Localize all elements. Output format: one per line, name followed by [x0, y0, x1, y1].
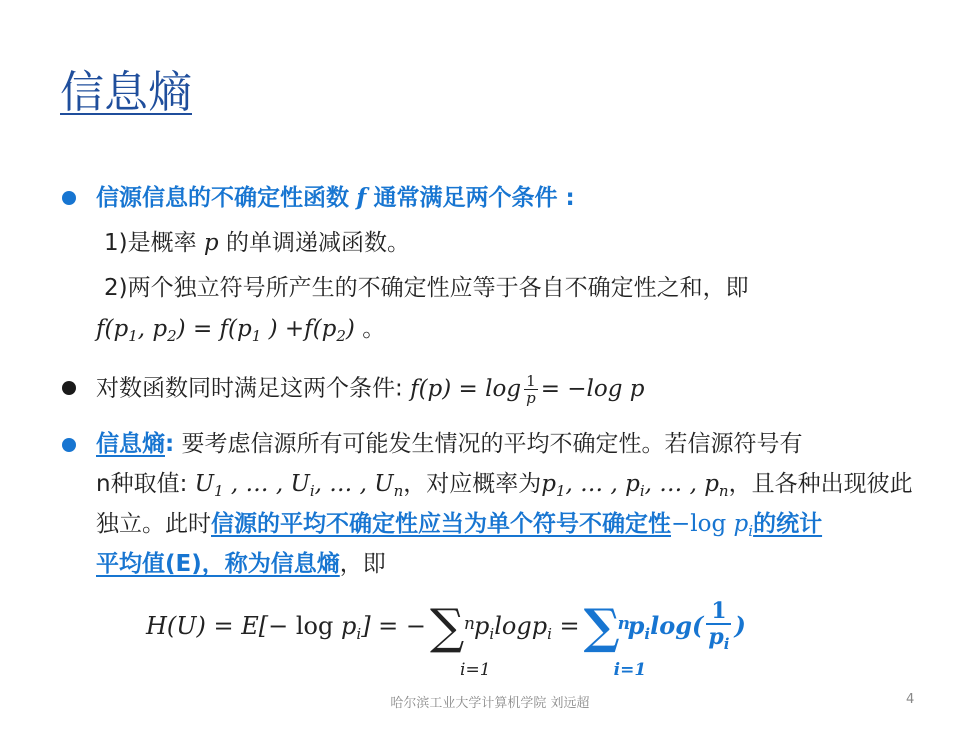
entropy-term-link[interactable]: 信息熵: [96, 431, 165, 457]
page-number: 4: [906, 692, 915, 707]
additivity-formula: $f(p_1$, $p_2) = f(p_1$ ) $+f(p_2)$: [96, 316, 355, 345]
bullet1-head-var: f: [356, 184, 367, 211]
footer: 哈尔滨工业大学计算机学院 刘远超: [390, 696, 590, 711]
bullet3-line2: [96, 469, 913, 506]
bullet3-line1: [96, 429, 803, 459]
bullet-dot: [62, 191, 76, 205]
entropy-formula-lhs: $H(U) = E[- \log p_i]$ = −: [146, 612, 427, 643]
condition-2-end: 。: [362, 316, 386, 342]
entropy-formula-term: $p_i\log p_i$ =: [474, 612, 580, 643]
log-formula: f(p) = log $\frac{1}{p}$ = −log p: [410, 372, 645, 407]
bullet1-heading: [96, 183, 575, 213]
bullet3-line2-pre: n种取值:: [96, 471, 188, 497]
statistic-link[interactable]: 的统计: [753, 511, 823, 537]
condition-2-formula: [96, 314, 385, 351]
sum-symbol-blue: ∑ n i=1: [583, 599, 647, 680]
neg-log-p-i: −log $p_i$: [671, 511, 754, 540]
entropy-definition-link[interactable]: 平均值(E)，称为信息熵: [96, 551, 340, 577]
condition-1: [104, 228, 410, 258]
bullet3-line4-post: ，即: [339, 551, 386, 577]
condition-1-pre: 1)是概率: [104, 230, 197, 256]
bullet-dot: [62, 381, 76, 395]
bullet1-head-text: 信源信息的不确定性函数: [96, 185, 349, 211]
bullet3-line1-text: 要考虑信源所有可能发生情况的平均不确定性。若信源符号有: [181, 431, 803, 457]
condition-1-post: 的单调递减函数。: [225, 230, 410, 256]
probability-list: $p_1$, … , $p_i$, … , $p_n$: [541, 471, 729, 500]
bullet3-line2-mid: ，对应概率为: [403, 471, 542, 497]
sum-symbol: ∑ n i=1: [430, 599, 491, 680]
bullet1-head-tail: 通常满足两个条件 :: [373, 185, 575, 211]
entropy-term-colon: :: [165, 431, 175, 457]
entropy-formula-rhs: $p_i\log$( $\frac{1}{p_i}$ ): [627, 598, 746, 653]
bullet2-text: 对数函数同时满足这两个条件:: [96, 375, 403, 402]
bullet-dot: [62, 438, 76, 452]
avg-uncertainty-link[interactable]: 信源的平均不确定性应当为单个符号不确定性: [211, 511, 671, 537]
bullet3-line3: [96, 509, 822, 546]
condition-2: 2)两个独立符号所产生的不确定性应等于各自不确定性之和，即: [104, 275, 749, 301]
symbol-list: $U_1$ , … , $U_i$, … , $U_n$: [194, 471, 404, 500]
bullet3-line2-post: ，且各种出现彼此: [728, 471, 913, 497]
bullet3-line4: [96, 549, 386, 579]
entropy-formula: [146, 598, 746, 680]
bullet2: [96, 373, 645, 406]
bullet3-line3-pre: 独立。此时: [96, 511, 211, 537]
slide-title: 信息熵: [60, 67, 192, 118]
condition-1-var: p: [203, 230, 219, 256]
